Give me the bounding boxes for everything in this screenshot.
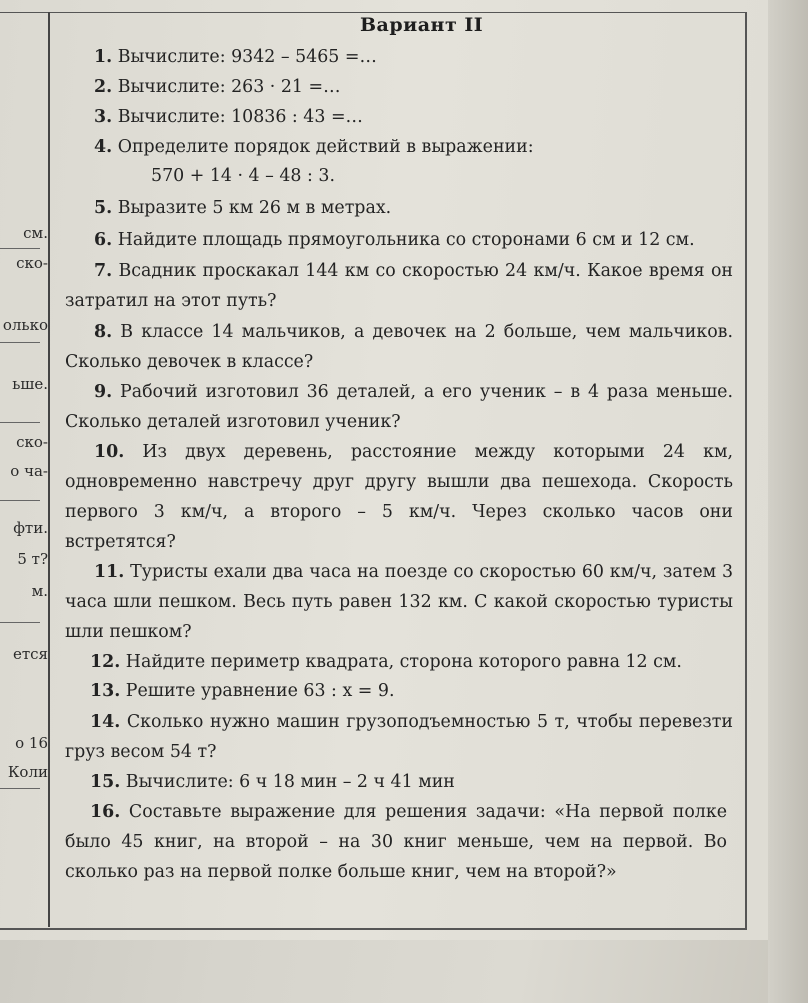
task-2: 2. Вычислите: 263 · 21 =… (94, 77, 341, 97)
left-divider (0, 788, 40, 789)
task-4-expression: 570 + 14 · 4 – 48 : 3. (151, 166, 335, 186)
left-divider (0, 342, 40, 343)
task-8: 8. В классе 14 мальчиков, а девочек на 2 больше, чем мальчиков. Сколько девочек в классе? (65, 322, 733, 372)
left-divider (0, 248, 40, 249)
left-fragment: ется (12, 645, 48, 663)
task-4: 4. Определите порядок действий в выражении: (94, 137, 534, 157)
left-fragment: ьше. (12, 375, 48, 393)
left-fragment: о 16 (15, 734, 48, 752)
task-14: 14. Сколько нужно машин грузоподъемностью 5 т, чтобы перевезти груз весом 54 т? (65, 712, 734, 762)
left-fragment: м. (31, 582, 48, 600)
left-divider (0, 500, 40, 501)
left-fragment: олько (2, 316, 48, 334)
task-1: 1. Вычислите: 9342 – 5465 =… (94, 47, 377, 67)
task-11: 11. Туристы ехали два часа на поезде со скоростью 60 км/ч, затем 3 часа шли пешком. Весь путь равен 132 км. С какой скоростью туристы шли пешком? (65, 562, 734, 642)
task-13: 13. Решите уравнение 63 : х = 9. (90, 681, 395, 701)
variant-title: Вариант II (360, 14, 484, 36)
left-divider (0, 622, 40, 623)
left-fragment: ско- (16, 254, 48, 272)
left-fragment: фти. (13, 519, 48, 537)
task-3: 3. Вычислите: 10836 : 43 =… (94, 107, 363, 127)
column-divider (48, 12, 50, 927)
page-shadow (768, 0, 808, 1003)
task-9: 9. Рабочий изготовил 36 деталей, а его ученик – в 4 раза меньше. Сколько деталей изготовил ученик? (65, 382, 733, 432)
task-12: 12. Найдите периметр квадрата, сторона которого равна 12 см. (90, 652, 682, 672)
left-fragment: о ча- (10, 462, 48, 480)
left-fragment: 5 т? (17, 550, 48, 568)
task-15: 15. Вычислите: 6 ч 18 мин – 2 ч 41 мин (90, 772, 455, 792)
task-10: 10. Из двух деревень, расстояние между которыми 24 км, одновременно навстречу друг другу вышли два пешехода. Скорость первого 3 км/ч, а второго – 5 км/ч. Через сколько часов они встретятся? (65, 442, 733, 552)
task-6: 6. Найдите площадь прямоугольника со сторонами 6 см и 12 см. (94, 230, 695, 250)
left-fragment: ско- (16, 433, 48, 451)
task-16: 16. Составьте выражение для решения задачи: «На первой полке было 45 книг, на второй – на 30 книг меньше, чем на первой. Во сколько раз на первой полке больше книг, чем на второй?» (65, 802, 728, 882)
left-fragment: Коли (7, 763, 48, 781)
task-7: 7. Всадник проскакал 144 км со скоростью 24 км/ч. Какое время он затратил на этот путь? (65, 261, 733, 311)
left-fragment: см. (23, 224, 48, 242)
task-5: 5. Выразите 5 км 26 м в метрах. (94, 198, 392, 218)
left-divider (0, 422, 40, 423)
